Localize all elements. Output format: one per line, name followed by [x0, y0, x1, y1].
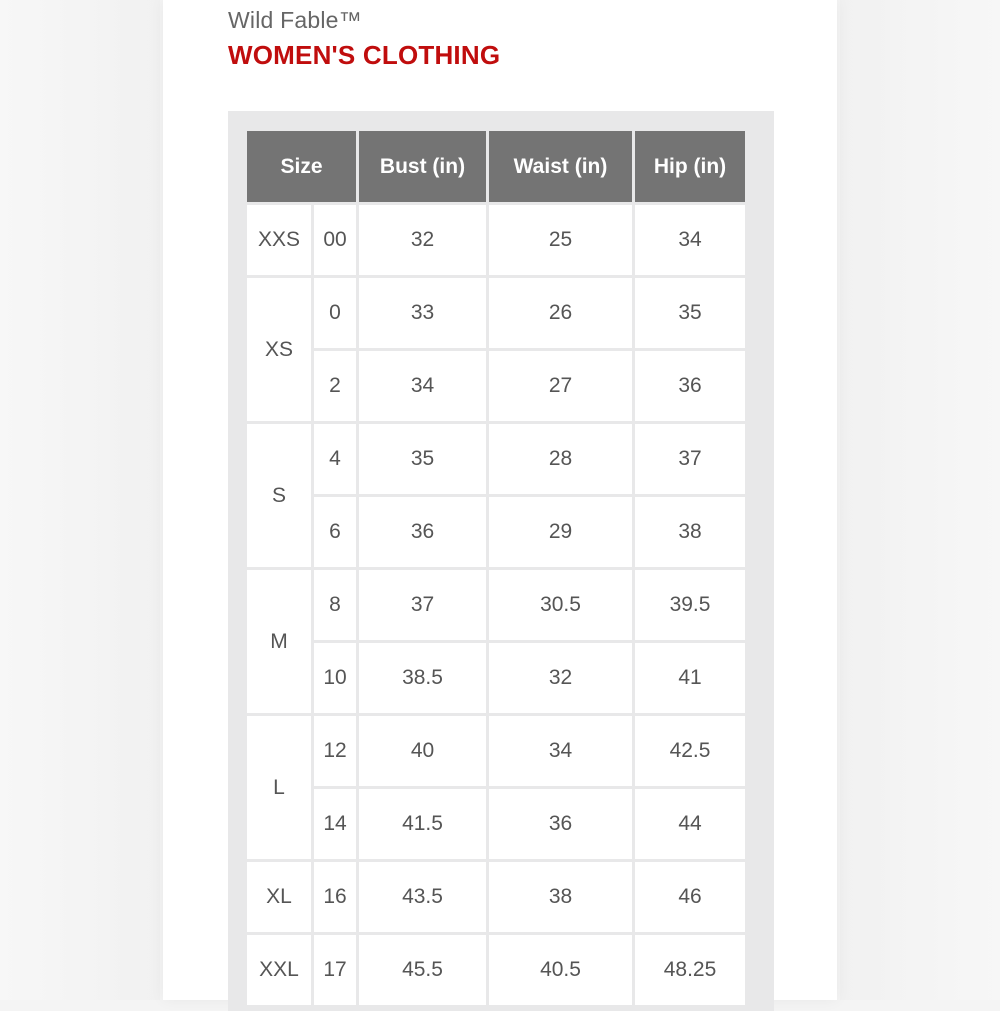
bust-cell: 33	[359, 278, 486, 348]
size-number-cell: 8	[314, 570, 356, 640]
bust-cell: 45.5	[359, 935, 486, 1005]
background-left	[0, 0, 160, 1000]
bust-cell: 40	[359, 716, 486, 786]
waist-cell: 34	[489, 716, 632, 786]
hip-cell: 42.5	[635, 716, 745, 786]
waist-cell: 32	[489, 643, 632, 713]
header-size: Size	[247, 131, 356, 202]
waist-cell: 28	[489, 424, 632, 494]
hip-cell: 35	[635, 278, 745, 348]
table-header-row	[247, 131, 745, 202]
size-number-cell: 0	[314, 278, 356, 348]
background-right	[840, 0, 1000, 1000]
size-letter-cell: XL	[247, 862, 311, 932]
hip-cell: 39.5	[635, 570, 745, 640]
size-number-cell: 00	[314, 205, 356, 275]
header-hip: Hip (in)	[635, 131, 745, 202]
hip-cell: 46	[635, 862, 745, 932]
brand-name: Wild Fable™	[228, 7, 362, 33]
size-letter-cell: S	[247, 424, 311, 567]
hip-cell: 41	[635, 643, 745, 713]
header-bust: Bust (in)	[359, 131, 486, 202]
table-row	[247, 643, 745, 713]
table-row	[247, 497, 745, 567]
size-number-cell: 12	[314, 716, 356, 786]
size-letter-cell: M	[247, 570, 311, 713]
bust-cell: 32	[359, 205, 486, 275]
size-letter-cell: XXS	[247, 205, 311, 275]
waist-cell: 26	[489, 278, 632, 348]
waist-cell: 30.5	[489, 570, 632, 640]
bust-cell: 37	[359, 570, 486, 640]
size-letter-cell: L	[247, 716, 311, 859]
size-letter-cell: XXL	[247, 935, 311, 1005]
size-letter-cell: XS	[247, 278, 311, 421]
size-number-cell: 14	[314, 789, 356, 859]
hip-cell: 48.25	[635, 935, 745, 1005]
category-title: WOMEN'S CLOTHING	[228, 40, 501, 70]
table-row	[247, 351, 745, 421]
bust-cell: 36	[359, 497, 486, 567]
size-number-cell: 17	[314, 935, 356, 1005]
waist-cell: 36	[489, 789, 632, 859]
hip-cell: 36	[635, 351, 745, 421]
size-number-cell: 6	[314, 497, 356, 567]
waist-cell: 38	[489, 862, 632, 932]
bust-cell: 34	[359, 351, 486, 421]
table-row	[247, 935, 745, 1005]
table-row	[247, 278, 745, 348]
table-row	[247, 570, 745, 640]
table-row	[247, 716, 745, 786]
size-number-cell: 10	[314, 643, 356, 713]
size-number-cell: 16	[314, 862, 356, 932]
table-row	[247, 862, 745, 932]
waist-cell: 27	[489, 351, 632, 421]
waist-cell: 29	[489, 497, 632, 567]
hip-cell: 37	[635, 424, 745, 494]
size-number-cell: 2	[314, 351, 356, 421]
waist-cell: 40.5	[489, 935, 632, 1005]
bust-cell: 43.5	[359, 862, 486, 932]
size-chart-table	[244, 128, 748, 1008]
table-row	[247, 789, 745, 859]
waist-cell: 25	[489, 205, 632, 275]
hip-cell: 44	[635, 789, 745, 859]
hip-cell: 38	[635, 497, 745, 567]
table-row	[247, 205, 745, 275]
header-waist: Waist (in)	[489, 131, 632, 202]
bust-cell: 38.5	[359, 643, 486, 713]
hip-cell: 34	[635, 205, 745, 275]
bust-cell: 35	[359, 424, 486, 494]
table-row	[247, 424, 745, 494]
size-number-cell: 4	[314, 424, 356, 494]
bust-cell: 41.5	[359, 789, 486, 859]
